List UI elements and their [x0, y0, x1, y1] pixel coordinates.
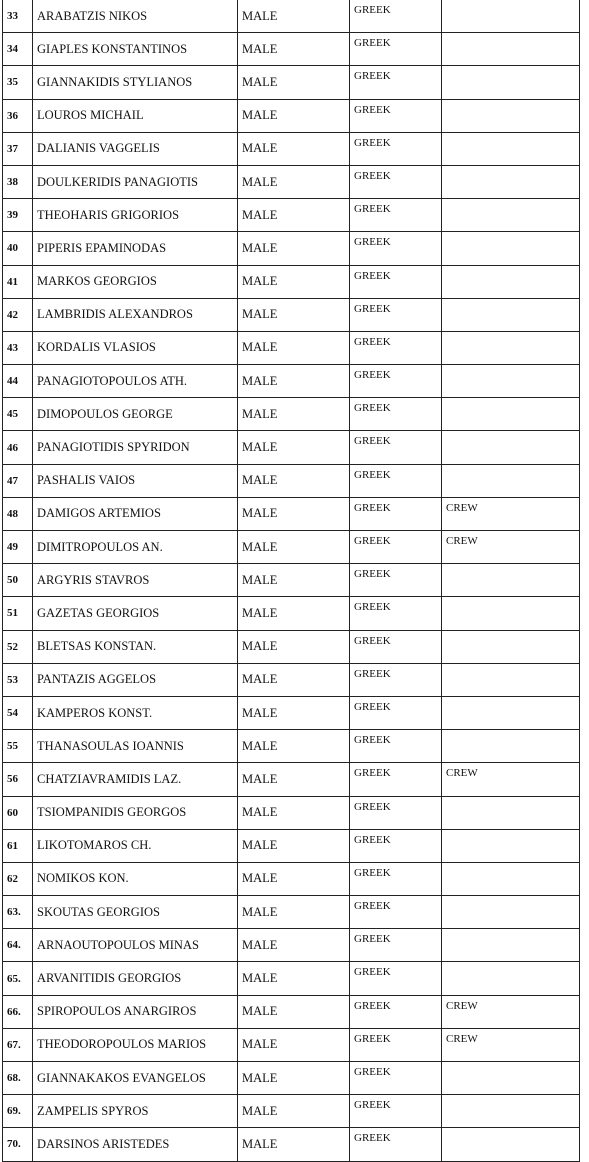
name-cell: KAMPEROS KONST.	[33, 696, 238, 729]
table-row	[3, 763, 580, 796]
sex-cell: MALE	[238, 1095, 350, 1128]
row-number-cell: 33	[3, 0, 33, 33]
row-number-cell: 51	[3, 597, 33, 630]
nationality-cell: GREEK	[350, 630, 442, 663]
passenger-roster-table	[2, 0, 580, 1162]
nationality-cell: GREEK	[350, 464, 442, 497]
table-row	[3, 696, 580, 729]
row-number-cell: 62	[3, 862, 33, 895]
name-cell: SPIROPOULOS ANARGIROS	[33, 995, 238, 1028]
row-number-cell: 52	[3, 630, 33, 663]
nationality-cell: GREEK	[350, 929, 442, 962]
role-cell	[442, 265, 580, 298]
row-number-cell: 50	[3, 564, 33, 597]
table-row	[3, 265, 580, 298]
sex-cell: MALE	[238, 199, 350, 232]
row-number-cell: 54	[3, 696, 33, 729]
name-cell: ARVANITIDIS GEORGIOS	[33, 962, 238, 995]
nationality-cell: GREEK	[350, 1128, 442, 1161]
nationality-cell: GREEK	[350, 564, 442, 597]
role-cell: CREW	[442, 763, 580, 796]
nationality-cell: GREEK	[350, 199, 442, 232]
sex-cell: MALE	[238, 929, 350, 962]
name-cell: MARKOS GEORGIOS	[33, 265, 238, 298]
nationality-cell: GREEK	[350, 99, 442, 132]
sex-cell: MALE	[238, 962, 350, 995]
name-cell: NOMIKOS KON.	[33, 862, 238, 895]
nationality-cell: GREEK	[350, 995, 442, 1028]
role-cell	[442, 298, 580, 331]
table-row	[3, 331, 580, 364]
sex-cell: MALE	[238, 99, 350, 132]
nationality-cell: GREEK	[350, 431, 442, 464]
nationality-cell: GREEK	[350, 165, 442, 198]
row-number-cell: 47	[3, 464, 33, 497]
row-number-cell: 38	[3, 165, 33, 198]
nationality-cell: GREEK	[350, 1062, 442, 1095]
sex-cell: MALE	[238, 1062, 350, 1095]
nationality-cell: GREEK	[350, 265, 442, 298]
sex-cell: MALE	[238, 796, 350, 829]
nationality-cell: GREEK	[350, 33, 442, 66]
nationality-cell: GREEK	[350, 829, 442, 862]
row-number-cell: 67.	[3, 1028, 33, 1061]
name-cell: DALIANIS VAGGELIS	[33, 132, 238, 165]
role-cell	[442, 99, 580, 132]
role-cell	[442, 730, 580, 763]
role-cell	[442, 331, 580, 364]
table-row	[3, 497, 580, 530]
role-cell	[442, 696, 580, 729]
table-row	[3, 232, 580, 265]
row-number-cell: 70.	[3, 1128, 33, 1161]
table-row	[3, 464, 580, 497]
row-number-cell: 64.	[3, 929, 33, 962]
name-cell: GAZETAS GEORGIOS	[33, 597, 238, 630]
role-cell	[442, 232, 580, 265]
name-cell: ARNAOUTOPOULOS MINAS	[33, 929, 238, 962]
sex-cell: MALE	[238, 663, 350, 696]
role-cell	[442, 165, 580, 198]
sex-cell: MALE	[238, 33, 350, 66]
role-cell	[442, 1062, 580, 1095]
nationality-cell: GREEK	[350, 663, 442, 696]
name-cell: DAMIGOS ARTEMIOS	[33, 497, 238, 530]
table-row	[3, 66, 580, 99]
row-number-cell: 48	[3, 497, 33, 530]
name-cell: THEODOROPOULOS MARIOS	[33, 1028, 238, 1061]
row-number-cell: 45	[3, 398, 33, 431]
role-cell: CREW	[442, 1028, 580, 1061]
sex-cell: MALE	[238, 1128, 350, 1161]
name-cell: PANTAZIS AGGELOS	[33, 663, 238, 696]
name-cell: BLETSAS KONSTAN.	[33, 630, 238, 663]
nationality-cell: GREEK	[350, 497, 442, 530]
nationality-cell: GREEK	[350, 132, 442, 165]
sex-cell: MALE	[238, 531, 350, 564]
sex-cell: MALE	[238, 0, 350, 33]
table-row	[3, 199, 580, 232]
role-cell: CREW	[442, 995, 580, 1028]
nationality-cell: GREEK	[350, 796, 442, 829]
name-cell: LAMBRIDIS ALEXANDROS	[33, 298, 238, 331]
sex-cell: MALE	[238, 398, 350, 431]
table-row	[3, 829, 580, 862]
nationality-cell: GREEK	[350, 962, 442, 995]
nationality-cell: GREEK	[350, 398, 442, 431]
row-number-cell: 46	[3, 431, 33, 464]
table-row	[3, 99, 580, 132]
sex-cell: MALE	[238, 464, 350, 497]
nationality-cell: GREEK	[350, 0, 442, 33]
role-cell	[442, 962, 580, 995]
sex-cell: MALE	[238, 298, 350, 331]
table-row	[3, 33, 580, 66]
nationality-cell: GREEK	[350, 862, 442, 895]
nationality-cell: GREEK	[350, 365, 442, 398]
role-cell	[442, 1128, 580, 1161]
sex-cell: MALE	[238, 431, 350, 464]
nationality-cell: GREEK	[350, 66, 442, 99]
table-row	[3, 896, 580, 929]
nationality-cell: GREEK	[350, 331, 442, 364]
table-row	[3, 365, 580, 398]
role-cell	[442, 630, 580, 663]
nationality-cell: GREEK	[350, 696, 442, 729]
name-cell: PANAGIOTIDIS SPYRIDON	[33, 431, 238, 464]
name-cell: THANASOULAS IOANNIS	[33, 730, 238, 763]
nationality-cell: GREEK	[350, 730, 442, 763]
role-cell	[442, 663, 580, 696]
row-number-cell: 43	[3, 331, 33, 364]
name-cell: ARABATZIS NIKOS	[33, 0, 238, 33]
name-cell: DIMOPOULOS GEORGE	[33, 398, 238, 431]
roster-body	[3, 0, 580, 1161]
name-cell: THEOHARIS GRIGORIOS	[33, 199, 238, 232]
row-number-cell: 49	[3, 531, 33, 564]
table-row	[3, 1028, 580, 1061]
sex-cell: MALE	[238, 165, 350, 198]
row-number-cell: 55	[3, 730, 33, 763]
nationality-cell: GREEK	[350, 1028, 442, 1061]
table-row	[3, 0, 580, 33]
row-number-cell: 68.	[3, 1062, 33, 1095]
row-number-cell: 37	[3, 132, 33, 165]
sex-cell: MALE	[238, 696, 350, 729]
table-row	[3, 796, 580, 829]
row-number-cell: 34	[3, 33, 33, 66]
nationality-cell: GREEK	[350, 531, 442, 564]
role-cell	[442, 796, 580, 829]
name-cell: SKOUTAS GEORGIOS	[33, 896, 238, 929]
row-number-cell: 63.	[3, 896, 33, 929]
sex-cell: MALE	[238, 829, 350, 862]
name-cell: LOUROS MICHAIL	[33, 99, 238, 132]
row-number-cell: 41	[3, 265, 33, 298]
role-cell	[442, 896, 580, 929]
table-row	[3, 663, 580, 696]
table-row	[3, 132, 580, 165]
role-cell	[442, 365, 580, 398]
table-row	[3, 1128, 580, 1161]
sex-cell: MALE	[238, 630, 350, 663]
role-cell: CREW	[442, 531, 580, 564]
sex-cell: MALE	[238, 265, 350, 298]
table-row	[3, 630, 580, 663]
row-number-cell: 56	[3, 763, 33, 796]
row-number-cell: 36	[3, 99, 33, 132]
role-cell	[442, 829, 580, 862]
table-row	[3, 1062, 580, 1095]
row-number-cell: 40	[3, 232, 33, 265]
table-row	[3, 962, 580, 995]
nationality-cell: GREEK	[350, 597, 442, 630]
sex-cell: MALE	[238, 497, 350, 530]
sex-cell: MALE	[238, 763, 350, 796]
table-row	[3, 995, 580, 1028]
table-row	[3, 929, 580, 962]
sex-cell: MALE	[238, 995, 350, 1028]
table-row	[3, 298, 580, 331]
sex-cell: MALE	[238, 232, 350, 265]
role-cell: CREW	[442, 497, 580, 530]
role-cell	[442, 464, 580, 497]
table-row	[3, 1095, 580, 1128]
row-number-cell: 66.	[3, 995, 33, 1028]
name-cell: GIAPLES KONSTANTINOS	[33, 33, 238, 66]
name-cell: PANAGIOTOPOULOS ATH.	[33, 365, 238, 398]
name-cell: ZAMPELIS SPYROS	[33, 1095, 238, 1128]
table-row	[3, 730, 580, 763]
page-margin	[580, 0, 589, 1031]
sex-cell: MALE	[238, 597, 350, 630]
name-cell: DOULKERIDIS PANAGIOTIS	[33, 165, 238, 198]
role-cell	[442, 1095, 580, 1128]
name-cell: KORDALIS VLASIOS	[33, 331, 238, 364]
table-row	[3, 398, 580, 431]
table-row	[3, 862, 580, 895]
sex-cell: MALE	[238, 730, 350, 763]
row-number-cell: 65.	[3, 962, 33, 995]
nationality-cell: GREEK	[350, 896, 442, 929]
role-cell	[442, 862, 580, 895]
sex-cell: MALE	[238, 862, 350, 895]
role-cell	[442, 564, 580, 597]
row-number-cell: 60	[3, 796, 33, 829]
name-cell: GIANNAKAKOS EVANGELOS	[33, 1062, 238, 1095]
table-row	[3, 564, 580, 597]
row-number-cell: 35	[3, 66, 33, 99]
table-row	[3, 597, 580, 630]
nationality-cell: GREEK	[350, 763, 442, 796]
name-cell: ARGYRIS STAVROS	[33, 564, 238, 597]
sex-cell: MALE	[238, 896, 350, 929]
row-number-cell: 39	[3, 199, 33, 232]
nationality-cell: GREEK	[350, 1095, 442, 1128]
role-cell	[442, 0, 580, 33]
sex-cell: MALE	[238, 331, 350, 364]
sex-cell: MALE	[238, 132, 350, 165]
role-cell	[442, 33, 580, 66]
name-cell: PASHALIS VAIOS	[33, 464, 238, 497]
name-cell: TSIOMPANIDIS GEORGOS	[33, 796, 238, 829]
sex-cell: MALE	[238, 564, 350, 597]
role-cell	[442, 929, 580, 962]
nationality-cell: GREEK	[350, 298, 442, 331]
name-cell: DIMITROPOULOS AN.	[33, 531, 238, 564]
sex-cell: MALE	[238, 1028, 350, 1061]
sex-cell: MALE	[238, 365, 350, 398]
table-row	[3, 531, 580, 564]
role-cell	[442, 66, 580, 99]
name-cell: DARSINOS ARISTEDES	[33, 1128, 238, 1161]
role-cell	[442, 597, 580, 630]
nationality-cell: GREEK	[350, 232, 442, 265]
table-row	[3, 165, 580, 198]
row-number-cell: 61	[3, 829, 33, 862]
role-cell	[442, 132, 580, 165]
name-cell: PIPERIS EPAMINODAS	[33, 232, 238, 265]
role-cell	[442, 398, 580, 431]
sex-cell: MALE	[238, 66, 350, 99]
role-cell	[442, 199, 580, 232]
row-number-cell: 44	[3, 365, 33, 398]
name-cell: CHATZIAVRAMIDIS LAZ.	[33, 763, 238, 796]
role-cell	[442, 431, 580, 464]
name-cell: LIKOTOMAROS CH.	[33, 829, 238, 862]
name-cell: GIANNAKIDIS STYLIANOS	[33, 66, 238, 99]
row-number-cell: 69.	[3, 1095, 33, 1128]
row-number-cell: 53	[3, 663, 33, 696]
table-row	[3, 431, 580, 464]
row-number-cell: 42	[3, 298, 33, 331]
